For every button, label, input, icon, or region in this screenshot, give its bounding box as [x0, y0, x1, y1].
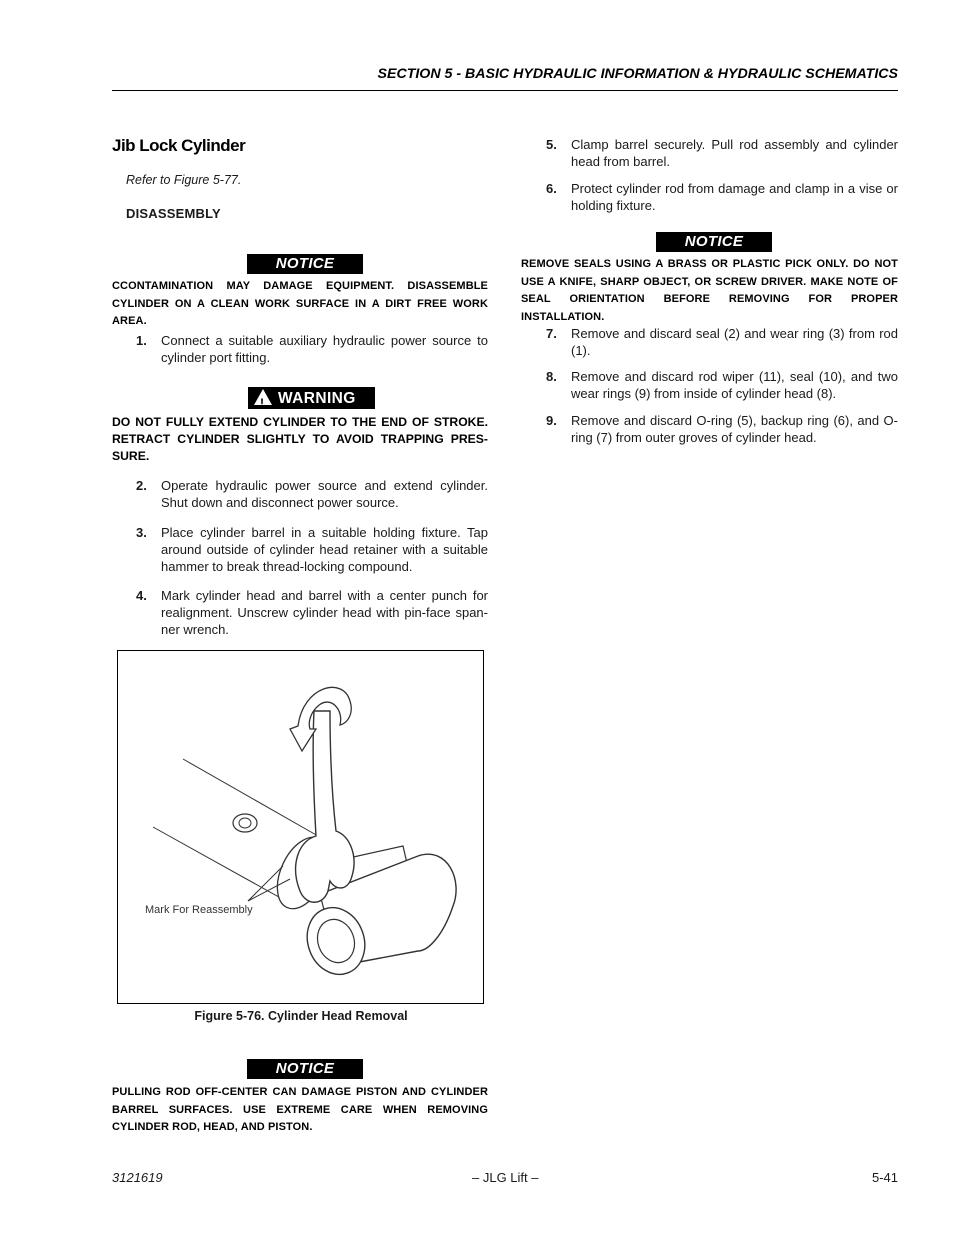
step-number: 8. [546, 369, 557, 384]
warning-icon: ! [254, 389, 272, 405]
step-text: Remove and discard O-ring (5), backup ring (6), and O-ring (7) from outer groves of cylinder head. [571, 413, 898, 445]
mark-label: Mark For Reassembly [145, 904, 253, 916]
notice-badge: NOTICE [247, 254, 363, 274]
notice-text: PULLING ROD OFF-CENTER CAN DAMAGE PISTON AND CYLINDER BARREL SURFACES. USE EXTREME CARE WHEN REMOVING CYLINDER ROD, HEAD, AND PISTON. [112, 1086, 488, 1133]
step-text: Connect a suitable auxiliary hydraulic power source to cylinder port fitting. [161, 333, 488, 365]
figure-reference: Refer to Figure 5-77. [126, 173, 242, 187]
notice-text: REMOVE SEALS USING A BRASS OR PLASTIC PICK ONLY. DO NOT USE A KNIFE, SHARP OBJECT, OR SCREW DRIVER. MAKE NOTE OF SEAL ORIENTATION BEFORE REMOVING FOR PROPER INSTALLATION. [521, 258, 898, 323]
step-number: 3. [136, 525, 147, 540]
step-number: 1. [136, 333, 147, 348]
step-number: 7. [546, 326, 557, 341]
warning-text: DO NOT FULLY EXTEND CYLINDER TO THE END OF STROKE. RETRACT CYLINDER SLIGHTLY TO AVOID TRAPPING PRES-SURE. [112, 415, 488, 463]
step-number: 4. [136, 588, 147, 603]
step-number: 2. [136, 478, 147, 493]
footer-brand: – JLG Lift – [472, 1170, 539, 1185]
notice-text: CCONTAMINATION MAY DAMAGE EQUIPMENT. DISASSEMBLE CYLINDER ON A CLEAN WORK SURFACE IN A DIRT FREE WORK AREA. [112, 280, 488, 327]
step-number: 5. [546, 137, 557, 152]
page-title: Jib Lock Cylinder [112, 136, 246, 155]
step-number: 6. [546, 181, 557, 196]
step-text: Clamp barrel securely. Pull rod assembly and cylinder head from barrel. [571, 137, 898, 169]
step-text: Operate hydraulic power source and extend cylinder. Shut down and disconnect power source. [161, 478, 488, 510]
step-text: Remove and discard rod wiper (11), seal (10), and two wear rings (9) from inside of cylinder head (8). [571, 369, 898, 401]
step-text: Protect cylinder rod from damage and clamp in a vise or holding fixture. [571, 181, 898, 213]
warning-badge [248, 387, 375, 409]
figure-caption: Figure 5-76. Cylinder Head Removal [194, 1009, 408, 1023]
step-number: 9. [546, 413, 557, 428]
step-text: Place cylinder barrel in a suitable holding fixture. Tap around outside of cylinder head retainer with a suitable hammer to break thread-locking compound. [161, 525, 488, 574]
notice-badge: NOTICE [247, 1059, 363, 1079]
page-number: 5-41 [871, 1170, 898, 1185]
notice-badge: NOTICE [656, 232, 772, 252]
footer-doc-number: 3121619 [112, 1170, 163, 1185]
cylinder-illustration [118, 651, 483, 1003]
figure-cylinder-head-removal [117, 650, 484, 1004]
page-header [112, 66, 898, 91]
step-text: Remove and discard seal (2) and wear ring (3) from rod (1). [571, 326, 898, 358]
subheading-disassembly: DISASSEMBLY [126, 206, 221, 221]
section-title: SECTION 5 - BASIC HYDRAULIC INFORMATION & HYDRAULIC SCHEMATICS [377, 66, 898, 82]
step-text: Mark cylinder head and barrel with a center punch for realignment. Unscrew cylinder head with pin-face span-ner wrench. [161, 588, 488, 637]
warning-label: WARNING [278, 390, 356, 407]
